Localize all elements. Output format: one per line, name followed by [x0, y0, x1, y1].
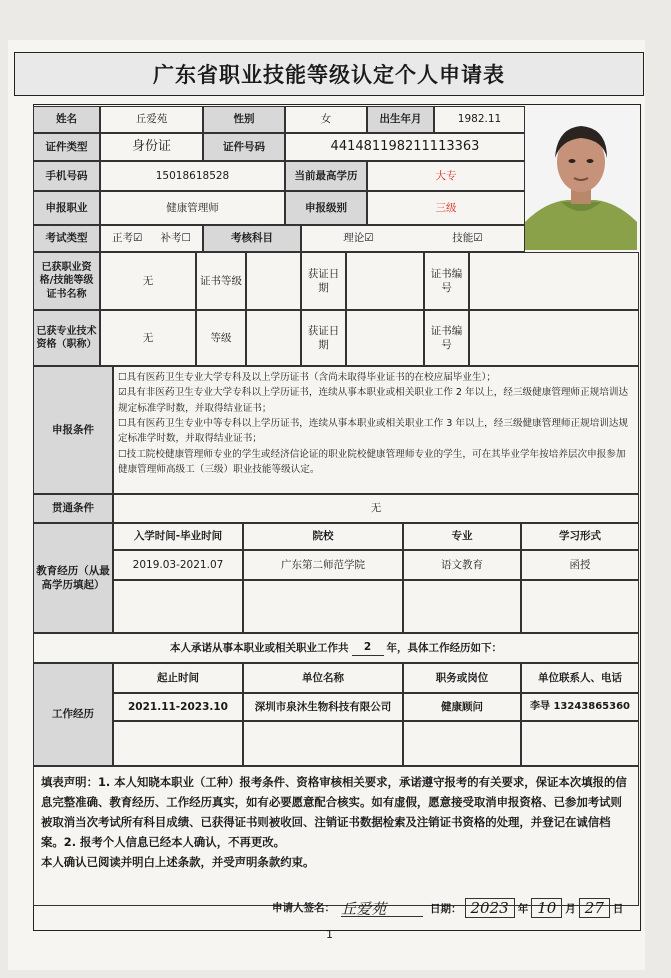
birth-value[interactable]: 1982.11 — [434, 106, 525, 133]
signature-field[interactable]: 丘爱苑 — [341, 898, 423, 917]
cert1-date-label: 获证日期 — [301, 252, 346, 310]
name-label: 姓名 — [33, 106, 100, 133]
edu-period[interactable]: 2019.03-2021.07 — [113, 550, 243, 580]
edu-header-period: 入学时间-毕业时间 — [113, 523, 243, 550]
date-area — [430, 898, 623, 918]
work-statement — [33, 633, 639, 663]
applicant-photo — [525, 106, 637, 250]
cert1-grade-label: 证书等级 — [196, 252, 246, 310]
work-empty-cell[interactable] — [403, 721, 521, 766]
gender-value[interactable]: 女 — [285, 106, 367, 133]
education-label: 教育经历（从最高学历填起） — [33, 523, 113, 633]
idtype-label: 证件类型 — [33, 133, 100, 161]
level-value[interactable]: 三级 — [367, 191, 525, 225]
signature-label: 申请人签名： — [272, 902, 335, 914]
edu-mode[interactable]: 函授 — [521, 550, 639, 580]
edu-label: 当前最高学历 — [285, 161, 367, 191]
idtype-value[interactable]: 身份证 — [100, 133, 203, 161]
cert2-date-value[interactable] — [346, 310, 424, 366]
birth-label: 出生年月 — [367, 106, 434, 133]
edu-value[interactable]: 大专 — [367, 161, 525, 191]
edu-empty-cell[interactable] — [403, 580, 521, 633]
edu-school[interactable]: 广东第二师范学院 — [243, 550, 403, 580]
work-statement-a: 本人承诺从事本职业或相关职业工作共 — [170, 641, 349, 654]
work-header-period: 起止时间 — [113, 663, 243, 693]
work-header-company: 单位名称 — [243, 663, 403, 693]
conditions-list — [113, 366, 639, 494]
date-month-unit: 月 — [565, 902, 576, 915]
edu-header-major: 专业 — [403, 523, 521, 550]
work-header-contact: 单位联系人、电话 — [521, 663, 639, 693]
date-day-unit: 日 — [612, 902, 624, 915]
signature-area — [272, 898, 423, 917]
theory-checkbox[interactable]: 理论☑ — [343, 232, 374, 245]
phone-label: 手机号码 — [33, 161, 100, 191]
work-empty-cell[interactable] — [113, 721, 243, 766]
declaration-block — [33, 766, 639, 906]
date-year[interactable]: 2023 — [465, 898, 515, 918]
condition-item[interactable]: ☑具有非医药卫生专业大学专科以上学历证书，连续从事本职业或相关职业工作 2 年以上，经三级健康管理师正规培训达规定标准学时数，并取得结业证书； — [118, 387, 629, 414]
page-number: 1 — [326, 928, 333, 941]
exam-type-options — [100, 225, 203, 252]
level-label: 申报级别 — [285, 191, 367, 225]
edu-header-school: 院校 — [243, 523, 403, 550]
cert1-value[interactable]: 无 — [100, 252, 196, 310]
phone-value[interactable]: 15018618528 — [100, 161, 285, 191]
declaration-text: 填表声明：1. 本人知晓本职业（工种）报考条件、资格审核相关要求，承诺遵守报考的有关要求，保证本次填报的信息完整准确、教育经历、工作经历真实，如有必要愿意配合核实。如有虚假，愿意接受取消申报资格、已参加考试则被取消当次考试所有科目成绩、已获得证书则被收回、注销证书数据检索及注销证书资格的处理，并登记在诚信档案。2. 报考个人信息已经本人确认，不再更改。 — [41, 775, 627, 849]
work-header-position: 职务或岗位 — [403, 663, 521, 693]
date-month[interactable]: 10 — [531, 898, 562, 918]
idno-value[interactable]: 441481198211113363 — [285, 133, 525, 161]
work-empty-cell[interactable] — [243, 721, 403, 766]
work-company[interactable]: 深圳市泉沐生物科技有限公司 — [243, 693, 403, 721]
condition-item[interactable]: ☐具有医药卫生专业中等专科以上学历证书，连续从事本职业或相关职业工作 3 年以上，经三级健康管理师正规培训达规定标准学时数，并取得结业证书； — [118, 418, 629, 445]
cert2-no-value[interactable] — [469, 310, 639, 366]
work-label: 工作经历 — [33, 663, 113, 766]
idno-label: 证件号码 — [203, 133, 285, 161]
date-year-unit: 年 — [517, 902, 529, 915]
cert2-grade-value[interactable] — [246, 310, 301, 366]
cert2-label: 已获专业技术资格（职称） — [33, 310, 100, 366]
cert2-date-label: 获证日期 — [301, 310, 346, 366]
cert2-no-label: 证书编号 — [424, 310, 469, 366]
penetration-value[interactable]: 无 — [113, 494, 639, 523]
edu-empty-cell[interactable] — [113, 580, 243, 633]
cert2-value[interactable]: 无 — [100, 310, 196, 366]
cert1-label: 已获职业资格/技能等级证书名称 — [33, 252, 100, 310]
subject-options — [301, 225, 525, 252]
work-period[interactable]: 2021.11-2023.10 — [113, 693, 243, 721]
cert1-no-label: 证书编号 — [424, 252, 469, 310]
edu-empty-cell[interactable] — [243, 580, 403, 633]
date-label: 日期： — [430, 902, 462, 915]
work-empty-cell[interactable] — [521, 721, 639, 766]
cert2-grade-label: 等级 — [196, 310, 246, 366]
gender-label: 性别 — [203, 106, 285, 133]
subject-label: 考核科目 — [203, 225, 301, 252]
date-day[interactable]: 27 — [579, 898, 610, 918]
edu-major[interactable]: 语文教育 — [403, 550, 521, 580]
skill-checkbox[interactable]: 技能☑ — [452, 232, 483, 245]
penetration-label: 贯通条件 — [33, 494, 113, 523]
declaration-confirm: 本人确认已阅读并明白上述条款，并受声明条款约束。 — [41, 854, 315, 869]
condition-item[interactable]: ☐技工院校健康管理师专业的学生或经济信论证的职业院校健康管理师专业的学生，可在其毕业学年按培养层次申报参加健康管理师高级工（三级）职业技能等级认定。 — [118, 448, 626, 476]
cert1-grade-value[interactable] — [246, 252, 301, 310]
name-value[interactable]: 丘爱苑 — [100, 106, 203, 133]
condition-item[interactable]: ☐具有医药卫生专业大学专科及以上学历证书（含尚未取得毕业证书的在校应届毕业生）； — [118, 372, 496, 383]
exam-type-label: 考试类型 — [33, 225, 100, 252]
conditions-label: 申报条件 — [33, 366, 113, 494]
job-value[interactable]: 健康管理师 — [100, 191, 285, 225]
work-years[interactable]: 2 — [352, 640, 384, 655]
work-contact[interactable]: 李导 13243865360 — [521, 693, 639, 721]
edu-empty-cell[interactable] — [521, 580, 639, 633]
job-label: 申报职业 — [33, 191, 100, 225]
edu-header-mode: 学习形式 — [521, 523, 639, 550]
cert1-no-value[interactable] — [469, 252, 639, 310]
exam-makeup-checkbox[interactable]: 补考☐ — [160, 232, 191, 245]
work-statement-b: 年，具体工作经历如下： — [386, 641, 502, 654]
form-title: 广东省职业技能等级认定个人申请表 — [14, 52, 644, 96]
cert1-date-value[interactable] — [346, 252, 424, 310]
work-position[interactable]: 健康顾问 — [403, 693, 521, 721]
exam-normal-checkbox[interactable]: 正考☑ — [112, 232, 143, 245]
